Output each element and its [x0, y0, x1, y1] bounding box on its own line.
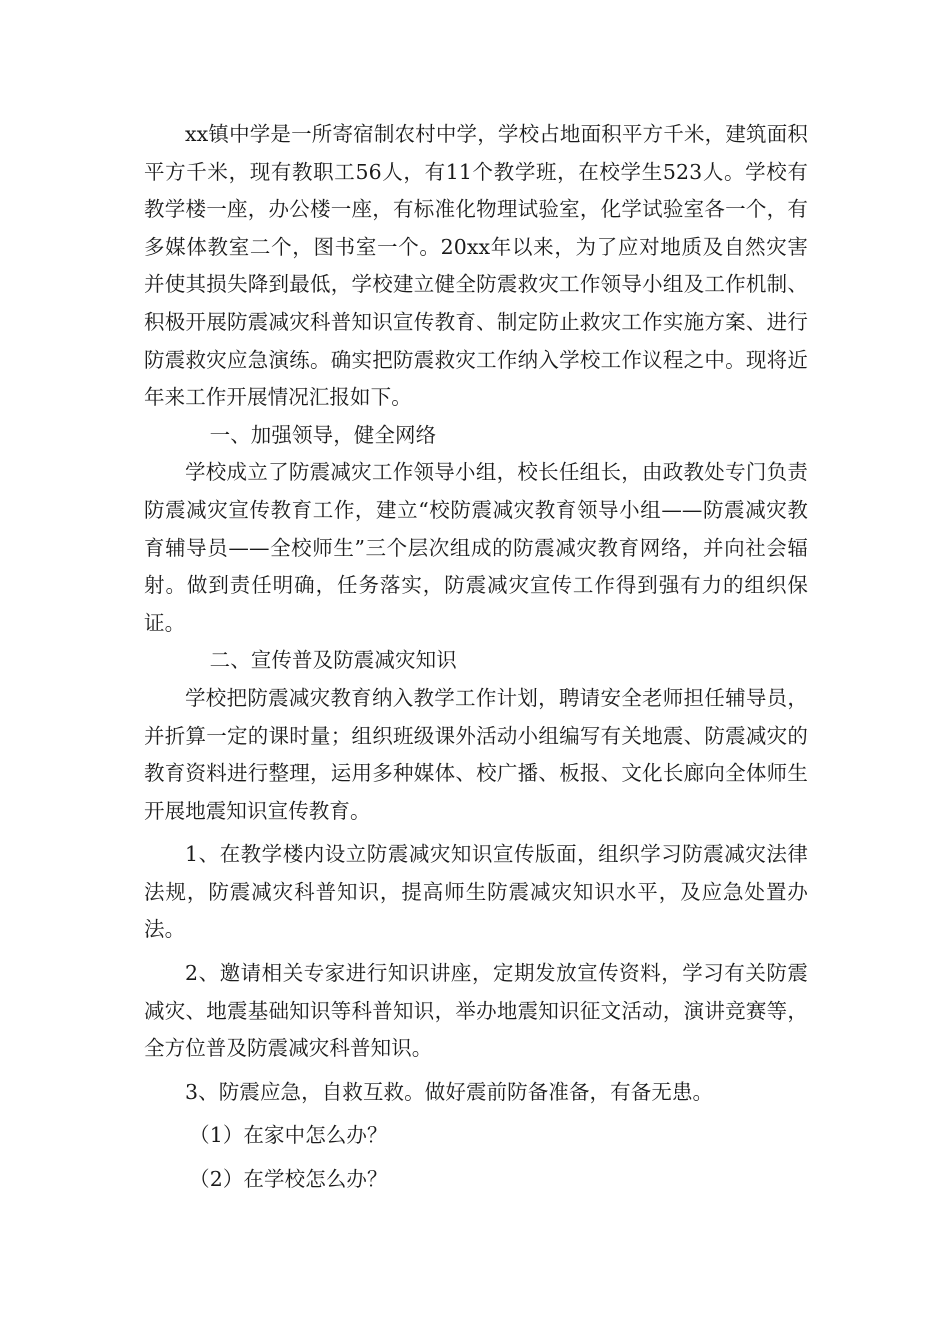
- question-item-1: （1）在家中怎么办？: [189, 1123, 388, 1148]
- intro-paragraph: xx镇中学是一所寄宿制农村中学，学校占地面积平方千米，建筑面积平方千米，现有教职工56人，有11个教学班，在校学生523人。学校有教学楼一座，办公楼一座，有标准化物理试验室，化学试验室各一个，有多媒体教室二个，图书室一个。20xx年以来，为了应对地质及自然灾害并使其损失降到最低，学校建立健全防震救灾工作领导小组及工作机制、积极开展防震减灾科普知识宣传教育、制定防止救灾工作实施方案、进行防震救灾应急演练。确实把防震救灾工作纳入学校工作议程之中。现将近年来工作开展情况汇报如下。: [144, 122, 808, 410]
- section-1-paragraph: 学校成立了防震减灾工作领导小组，校长任组长，由政教处专门负责防震减灾宣传教育工作，建立“校防震减灾教育领导小组——防震减灾教育辅导员——全校师生”三个层次组成的防震减灾教育网络，并向社会辐射。做到责任明确，任务落实，防震减灾宣传工作得到强有力的组织保证。: [144, 460, 808, 635]
- section-heading-2: 二、宣传普及防震减灾知识: [209, 648, 457, 673]
- list-item-2: 2、邀请相关专家进行知识讲座，定期发放宣传资料，学习有关防震减灾、地震基础知识等科普知识，举办地震知识征文活动，演讲竞赛等，全方位普及防震减灾科普知识。: [144, 961, 808, 1061]
- list-item-1: 1、在教学楼内设立防震减灾知识宣传版面，组织学习防震减灾法律法规，防震减灾科普知识，提高师生防震减灾知识水平，及应急处置办法。: [144, 842, 808, 942]
- section-heading-1: 一、加强领导，健全网络: [209, 422, 437, 447]
- document-page: [144, 116, 808, 1199]
- question-item-2: （2）在学校怎么办？: [189, 1167, 388, 1192]
- section-2-paragraph: 学校把防震减灾教育纳入教学工作计划，聘请安全老师担任辅导员，并折算一定的课时量；组织班级课外活动小组编写有关地震、防震减灾的教育资料进行整理，运用多种媒体、校广播、板报、文化长廊向全体师生开展地震知识宣传教育。: [144, 685, 808, 823]
- list-item-3: 3、防震应急，自救互救。做好震前防备准备，有备无患。: [185, 1079, 714, 1104]
